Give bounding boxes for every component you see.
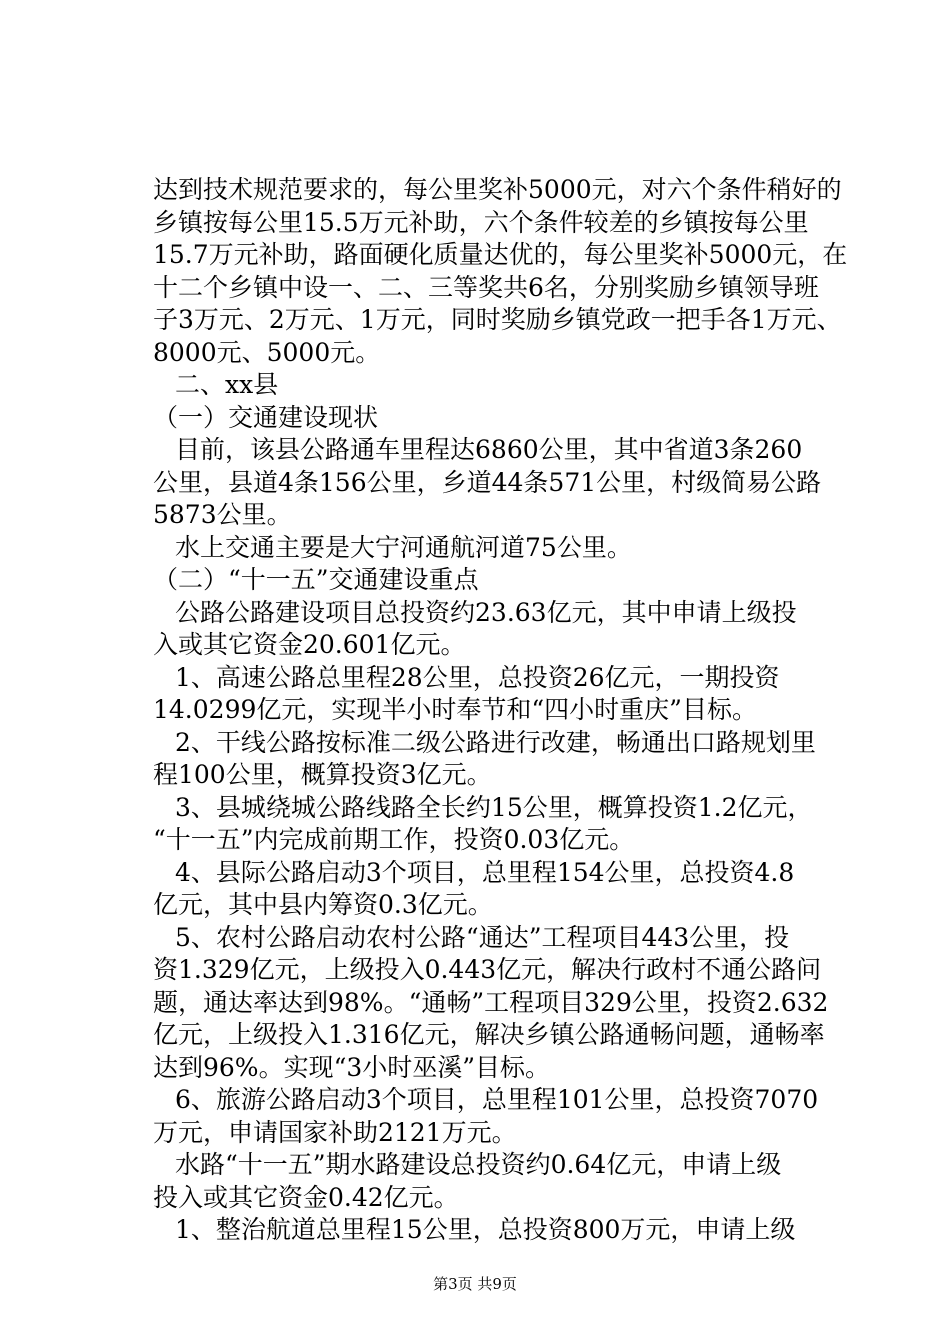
text-line: “十一五”内完成前期工作，投资0.03亿元。 (153, 825, 635, 854)
text-line: 14.0299亿元，实现半小时奉节和“四小时重庆”目标。 (153, 695, 757, 724)
text-line: 5873公里。 (153, 500, 292, 529)
text-line: 程100公里，概算投资3亿元。 (153, 760, 492, 789)
text-line: （一）交通建设现状 (153, 402, 379, 432)
text-line: 公里，县道4条156公里，乡道44条571公里，村级简易公路 (153, 467, 822, 497)
text-line: 资1.329亿元，上级投入0.443亿元，解决行政村不通公路问 (153, 955, 822, 984)
text-line: 4、县际公路启动3个项目，总里程154公里，总投资4.8 (175, 857, 795, 887)
document-body (153, 174, 848, 1247)
text-line: （二）“十一五”交通建设重点 (153, 565, 479, 594)
text-line: 亿元，上级投入1.316亿元，解决乡镇公路通畅问题，通畅率 (153, 1020, 825, 1049)
text-line: 15.7万元补助，路面硬化质量达优的，每公里奖补5000元，在 (153, 240, 848, 269)
text-line: 亿元，其中县内筹资0.3亿元。 (153, 890, 493, 919)
text-line: 达到96%。实现“3小时巫溪”目标。 (153, 1052, 551, 1082)
text-line: 1、高速公路总里程28公里，总投资26亿元，一期投资 (175, 662, 780, 692)
text-line: 公路公路建设项目总投资约23.63亿元，其中申请上级投 (175, 597, 797, 627)
text-line: 水上交通主要是大宁河通航河道75公里。 (175, 532, 632, 562)
text-line: 目前，该县公路通车里程达6860公里，其中省道3条260 (175, 435, 803, 464)
text-line: 乡镇按每公里15.5万元补助，六个条件较差的乡镇按每公里 (153, 207, 809, 237)
text-line: 6、旅游公路启动3个项目，总里程101公里，总投资7070 (175, 1085, 819, 1114)
text-line: 二、xx县 (175, 370, 279, 399)
text-line: 达到技术规范要求的，每公里奖补5000元，对六个条件稍好的 (153, 175, 842, 204)
text-line: 题，通达率达到98%。“通畅”工程项目329公里，投资2.632 (153, 987, 829, 1017)
text-line: 万元，申请国家补助2121万元。 (153, 1117, 517, 1147)
text-line: 5、农村公路启动农村公路“通达”工程项目443公里，投 (175, 922, 790, 952)
page-footer: 第3页 共9页 (433, 1275, 517, 1293)
text-line: 2、干线公路按标准二级公路进行改建，畅通出口路规划里 (175, 727, 816, 757)
text-line: 1、整治航道总里程15公里，总投资800万元，申请上级 (175, 1215, 796, 1244)
text-line: 入或其它资金20.601亿元。 (153, 630, 466, 659)
text-line: 投入或其它资金0.42亿元。 (153, 1182, 459, 1212)
text-line: 子3万元、2万元、1万元，同时奖励乡镇党政一把手各1万元、 (153, 305, 842, 334)
text-line: 3、县城绕城公路线路全长约15公里，概算投资1.2亿元， (175, 792, 813, 822)
text-line: 十二个乡镇中设一、二、三等奖共6名，分别奖励乡镇领导班 (153, 272, 819, 302)
text-line: 水路“十一五”期水路建设总投资约0.64亿元，申请上级 (175, 1150, 782, 1179)
text-line: 8000元、5000元。 (153, 337, 381, 367)
